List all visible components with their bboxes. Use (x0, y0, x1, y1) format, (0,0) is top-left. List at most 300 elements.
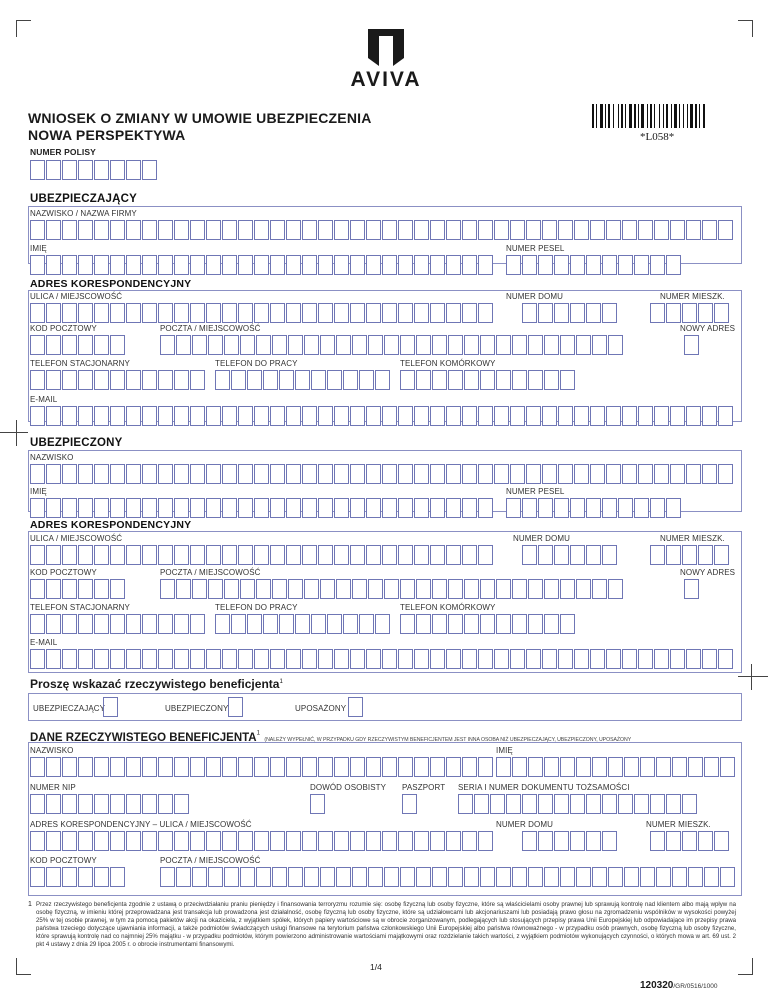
char-box[interactable] (158, 220, 173, 240)
choice-option-beneficiary-checkbox[interactable] (348, 697, 363, 717)
char-box[interactable] (538, 794, 553, 814)
char-box[interactable] (382, 220, 397, 240)
char-box[interactable] (94, 579, 109, 599)
char-box[interactable] (446, 464, 461, 484)
char-box[interactable] (190, 614, 205, 634)
char-box[interactable] (190, 649, 205, 669)
char-box[interactable] (634, 794, 649, 814)
char-box[interactable] (446, 757, 461, 777)
char-box[interactable] (206, 464, 221, 484)
char-box[interactable] (215, 370, 230, 390)
char-box[interactable] (490, 794, 505, 814)
char-box[interactable] (350, 545, 365, 565)
char-box[interactable] (622, 464, 637, 484)
char-box[interactable] (350, 406, 365, 426)
char-box[interactable] (110, 160, 125, 180)
char-box[interactable] (382, 406, 397, 426)
char-box[interactable] (560, 867, 575, 887)
char-box[interactable] (398, 831, 413, 851)
char-box[interactable] (430, 757, 445, 777)
char-box[interactable] (570, 794, 585, 814)
char-box[interactable] (126, 757, 141, 777)
char-box[interactable] (526, 406, 541, 426)
char-box[interactable] (622, 406, 637, 426)
insured-surname-field[interactable] (30, 464, 733, 484)
char-box[interactable] (158, 303, 173, 323)
char-box[interactable] (30, 867, 45, 887)
char-box[interactable] (222, 303, 237, 323)
insurer-mobile-field[interactable] (400, 370, 575, 390)
char-box[interactable] (142, 794, 157, 814)
char-box[interactable] (496, 757, 511, 777)
char-box[interactable] (30, 831, 45, 851)
char-box[interactable] (496, 370, 511, 390)
char-box[interactable] (279, 370, 294, 390)
char-box[interactable] (414, 464, 429, 484)
char-box[interactable] (686, 649, 701, 669)
char-box[interactable] (254, 498, 269, 518)
char-box[interactable] (304, 335, 319, 355)
char-box[interactable] (126, 303, 141, 323)
char-box[interactable] (366, 831, 381, 851)
char-box[interactable] (414, 831, 429, 851)
char-box[interactable] (158, 464, 173, 484)
char-box[interactable] (62, 220, 77, 240)
char-box[interactable] (270, 545, 285, 565)
char-box[interactable] (270, 406, 285, 426)
char-box[interactable] (142, 406, 157, 426)
char-box[interactable] (650, 794, 665, 814)
char-box[interactable] (446, 831, 461, 851)
char-box[interactable] (110, 255, 125, 275)
char-box[interactable] (62, 545, 77, 565)
char-box[interactable] (78, 255, 93, 275)
char-box[interactable] (110, 498, 125, 518)
char-box[interactable] (256, 335, 271, 355)
char-box[interactable] (334, 406, 349, 426)
char-box[interactable] (670, 464, 685, 484)
insurer-postcode-field[interactable] (30, 335, 125, 355)
char-box[interactable] (544, 867, 559, 887)
char-box[interactable] (398, 406, 413, 426)
char-box[interactable] (480, 579, 495, 599)
char-box[interactable] (142, 255, 157, 275)
char-box[interactable] (62, 335, 77, 355)
insured-new-address-checkbox[interactable] (684, 579, 699, 599)
char-box[interactable] (558, 406, 573, 426)
char-box[interactable] (366, 220, 381, 240)
char-box[interactable] (94, 464, 109, 484)
char-box[interactable] (30, 370, 45, 390)
char-box[interactable] (110, 757, 125, 777)
char-box[interactable] (30, 406, 45, 426)
char-box[interactable] (554, 545, 569, 565)
char-box[interactable] (528, 579, 543, 599)
char-box[interactable] (286, 220, 301, 240)
char-box[interactable] (30, 220, 45, 240)
char-box[interactable] (478, 303, 493, 323)
char-box[interactable] (446, 649, 461, 669)
char-box[interactable] (62, 614, 77, 634)
char-box[interactable] (334, 545, 349, 565)
char-box[interactable] (224, 335, 239, 355)
char-box[interactable] (416, 867, 431, 887)
insurer-phone-field[interactable] (30, 370, 205, 390)
char-box[interactable] (414, 649, 429, 669)
char-box[interactable] (430, 220, 445, 240)
char-box[interactable] (30, 160, 45, 180)
char-box[interactable] (222, 649, 237, 669)
char-box[interactable] (350, 220, 365, 240)
char-box[interactable] (528, 335, 543, 355)
char-box[interactable] (586, 794, 601, 814)
char-box[interactable] (720, 757, 735, 777)
char-box[interactable] (46, 579, 61, 599)
char-box[interactable] (666, 545, 681, 565)
char-box[interactable] (666, 831, 681, 851)
char-box[interactable] (359, 614, 374, 634)
char-box[interactable] (704, 757, 719, 777)
char-box[interactable] (320, 867, 335, 887)
char-box[interactable] (650, 255, 665, 275)
char-box[interactable] (714, 303, 729, 323)
char-box[interactable] (288, 335, 303, 355)
char-box[interactable] (190, 370, 205, 390)
char-box[interactable] (414, 220, 429, 240)
char-box[interactable] (270, 220, 285, 240)
char-box[interactable] (254, 831, 269, 851)
insurer-work-phone-field[interactable] (215, 370, 390, 390)
char-box[interactable] (510, 464, 525, 484)
char-box[interactable] (254, 220, 269, 240)
insurer-surname-field[interactable] (30, 220, 733, 240)
char-box[interactable] (718, 649, 733, 669)
char-box[interactable] (672, 757, 687, 777)
char-box[interactable] (654, 649, 669, 669)
char-box[interactable] (174, 545, 189, 565)
insured-email-field[interactable] (30, 649, 733, 669)
char-box[interactable] (78, 335, 93, 355)
char-box[interactable] (94, 370, 109, 390)
char-box[interactable] (480, 867, 495, 887)
char-box[interactable] (496, 579, 511, 599)
char-box[interactable] (334, 303, 349, 323)
char-box[interactable] (638, 464, 653, 484)
char-box[interactable] (190, 545, 205, 565)
char-box[interactable] (590, 649, 605, 669)
char-box[interactable] (126, 370, 141, 390)
char-box[interactable] (238, 649, 253, 669)
char-box[interactable] (382, 831, 397, 851)
char-box[interactable] (352, 579, 367, 599)
char-box[interactable] (158, 649, 173, 669)
char-box[interactable] (302, 220, 317, 240)
char-box[interactable] (286, 831, 301, 851)
char-box[interactable] (462, 757, 477, 777)
char-box[interactable] (206, 757, 221, 777)
char-box[interactable] (263, 614, 278, 634)
char-box[interactable] (78, 614, 93, 634)
char-box[interactable] (398, 464, 413, 484)
char-box[interactable] (414, 545, 429, 565)
char-box[interactable] (592, 335, 607, 355)
char-box[interactable] (544, 370, 559, 390)
char-box[interactable] (206, 545, 221, 565)
char-box[interactable] (238, 406, 253, 426)
char-box[interactable] (78, 303, 93, 323)
char-box[interactable] (94, 545, 109, 565)
char-box[interactable] (142, 545, 157, 565)
char-box[interactable] (238, 220, 253, 240)
char-box[interactable] (560, 335, 575, 355)
char-box[interactable] (462, 545, 477, 565)
char-box[interactable] (240, 867, 255, 887)
char-box[interactable] (570, 545, 585, 565)
char-box[interactable] (478, 220, 493, 240)
char-box[interactable] (634, 255, 649, 275)
char-box[interactable] (474, 794, 489, 814)
char-box[interactable] (334, 649, 349, 669)
char-box[interactable] (206, 303, 221, 323)
char-box[interactable] (288, 579, 303, 599)
char-box[interactable] (311, 370, 326, 390)
char-box[interactable] (506, 498, 521, 518)
char-box[interactable] (62, 831, 77, 851)
char-box[interactable] (542, 649, 557, 669)
char-box[interactable] (570, 498, 585, 518)
char-box[interactable] (512, 579, 527, 599)
char-box[interactable] (254, 545, 269, 565)
char-box[interactable] (624, 867, 639, 887)
char-box[interactable] (650, 498, 665, 518)
char-box[interactable] (30, 794, 45, 814)
insured-post-field[interactable] (160, 579, 623, 599)
char-box[interactable] (302, 498, 317, 518)
char-box[interactable] (256, 579, 271, 599)
char-box[interactable] (478, 406, 493, 426)
char-box[interactable] (126, 255, 141, 275)
char-box[interactable] (718, 464, 733, 484)
char-box[interactable] (464, 579, 479, 599)
char-box[interactable] (432, 370, 447, 390)
char-box[interactable] (446, 498, 461, 518)
char-box[interactable] (270, 255, 285, 275)
char-box[interactable] (30, 579, 45, 599)
char-box[interactable] (558, 464, 573, 484)
char-box[interactable] (311, 614, 326, 634)
char-box[interactable] (238, 255, 253, 275)
char-box[interactable] (398, 757, 413, 777)
char-box[interactable] (560, 614, 575, 634)
char-box[interactable] (78, 545, 93, 565)
char-box[interactable] (30, 335, 45, 355)
char-box[interactable] (142, 614, 157, 634)
char-box[interactable] (318, 831, 333, 851)
char-box[interactable] (126, 220, 141, 240)
char-box[interactable] (650, 545, 665, 565)
char-box[interactable] (94, 220, 109, 240)
char-box[interactable] (368, 867, 383, 887)
char-box[interactable] (110, 370, 125, 390)
char-box[interactable] (334, 255, 349, 275)
char-box[interactable] (334, 220, 349, 240)
char-box[interactable] (432, 614, 447, 634)
char-box[interactable] (30, 498, 45, 518)
char-box[interactable] (46, 794, 61, 814)
char-box[interactable] (602, 303, 617, 323)
char-box[interactable] (526, 220, 541, 240)
beneficiary-address-field[interactable] (30, 831, 493, 851)
char-box[interactable] (302, 649, 317, 669)
char-box[interactable] (702, 406, 717, 426)
char-box[interactable] (574, 464, 589, 484)
char-box[interactable] (496, 867, 511, 887)
insured-name-field[interactable] (30, 498, 493, 518)
char-box[interactable] (30, 303, 45, 323)
char-box[interactable] (192, 867, 207, 887)
char-box[interactable] (698, 303, 713, 323)
char-box[interactable] (78, 220, 93, 240)
char-box[interactable] (478, 464, 493, 484)
char-box[interactable] (544, 579, 559, 599)
char-box[interactable] (688, 757, 703, 777)
char-box[interactable] (238, 498, 253, 518)
char-box[interactable] (30, 255, 45, 275)
char-box[interactable] (606, 649, 621, 669)
char-box[interactable] (718, 220, 733, 240)
char-box[interactable] (462, 831, 477, 851)
char-box[interactable] (400, 579, 415, 599)
char-box[interactable] (478, 831, 493, 851)
char-box[interactable] (496, 335, 511, 355)
insured-flat-field[interactable] (650, 545, 729, 565)
char-box[interactable] (142, 303, 157, 323)
char-box[interactable] (231, 370, 246, 390)
char-box[interactable] (302, 464, 317, 484)
char-box[interactable] (46, 370, 61, 390)
char-box[interactable] (320, 335, 335, 355)
char-box[interactable] (46, 220, 61, 240)
char-box[interactable] (618, 255, 633, 275)
char-box[interactable] (400, 370, 415, 390)
char-box[interactable] (318, 498, 333, 518)
char-box[interactable] (46, 545, 61, 565)
char-box[interactable] (352, 867, 367, 887)
char-box[interactable] (110, 867, 125, 887)
char-box[interactable] (528, 757, 543, 777)
char-box[interactable] (222, 220, 237, 240)
char-box[interactable] (110, 220, 125, 240)
char-box[interactable] (382, 255, 397, 275)
char-box[interactable] (272, 335, 287, 355)
char-box[interactable] (318, 649, 333, 669)
char-box[interactable] (238, 757, 253, 777)
char-box[interactable] (400, 335, 415, 355)
char-box[interactable] (542, 464, 557, 484)
char-box[interactable] (286, 406, 301, 426)
char-box[interactable] (286, 649, 301, 669)
char-box[interactable] (416, 579, 431, 599)
char-box[interactable] (574, 406, 589, 426)
char-box[interactable] (592, 867, 607, 887)
char-box[interactable] (174, 757, 189, 777)
char-box[interactable] (206, 255, 221, 275)
beneficiary-house-field[interactable] (522, 831, 617, 851)
char-box[interactable] (62, 794, 77, 814)
char-box[interactable] (62, 498, 77, 518)
char-box[interactable] (359, 370, 374, 390)
char-box[interactable] (375, 614, 390, 634)
char-box[interactable] (494, 406, 509, 426)
char-box[interactable] (336, 579, 351, 599)
char-box[interactable] (336, 867, 351, 887)
char-box[interactable] (590, 464, 605, 484)
char-box[interactable] (430, 406, 445, 426)
char-box[interactable] (446, 406, 461, 426)
char-box[interactable] (254, 649, 269, 669)
char-box[interactable] (382, 757, 397, 777)
insurer-house-field[interactable] (522, 303, 617, 323)
char-box[interactable] (270, 649, 285, 669)
char-box[interactable] (174, 831, 189, 851)
char-box[interactable] (174, 614, 189, 634)
char-box[interactable] (430, 498, 445, 518)
char-box[interactable] (570, 831, 585, 851)
char-box[interactable] (496, 614, 511, 634)
char-box[interactable] (350, 831, 365, 851)
char-box[interactable] (618, 794, 633, 814)
char-box[interactable] (574, 649, 589, 669)
char-box[interactable] (382, 649, 397, 669)
char-box[interactable] (46, 406, 61, 426)
char-box[interactable] (110, 545, 125, 565)
char-box[interactable] (638, 649, 653, 669)
char-box[interactable] (718, 406, 733, 426)
char-box[interactable] (174, 464, 189, 484)
char-box[interactable] (302, 757, 317, 777)
char-box[interactable] (522, 545, 537, 565)
char-box[interactable] (682, 303, 697, 323)
char-box[interactable] (94, 614, 109, 634)
char-box[interactable] (254, 464, 269, 484)
char-box[interactable] (688, 867, 703, 887)
char-box[interactable] (462, 303, 477, 323)
char-box[interactable] (368, 579, 383, 599)
char-box[interactable] (538, 545, 553, 565)
char-box[interactable] (142, 831, 157, 851)
char-box[interactable] (512, 335, 527, 355)
char-box[interactable] (576, 579, 591, 599)
char-box[interactable] (94, 867, 109, 887)
char-box[interactable] (494, 220, 509, 240)
char-box[interactable] (350, 498, 365, 518)
char-box[interactable] (126, 831, 141, 851)
char-box[interactable] (375, 370, 390, 390)
char-box[interactable] (416, 614, 431, 634)
char-box[interactable] (78, 831, 93, 851)
insurer-pesel-field[interactable] (506, 255, 681, 275)
char-box[interactable] (560, 757, 575, 777)
char-box[interactable] (222, 464, 237, 484)
char-box[interactable] (528, 867, 543, 887)
choice-option-insurer-checkbox[interactable] (103, 697, 118, 717)
char-box[interactable] (704, 867, 719, 887)
char-box[interactable] (384, 335, 399, 355)
char-box[interactable] (78, 867, 93, 887)
char-box[interactable] (480, 614, 495, 634)
char-box[interactable] (126, 464, 141, 484)
char-box[interactable] (542, 406, 557, 426)
